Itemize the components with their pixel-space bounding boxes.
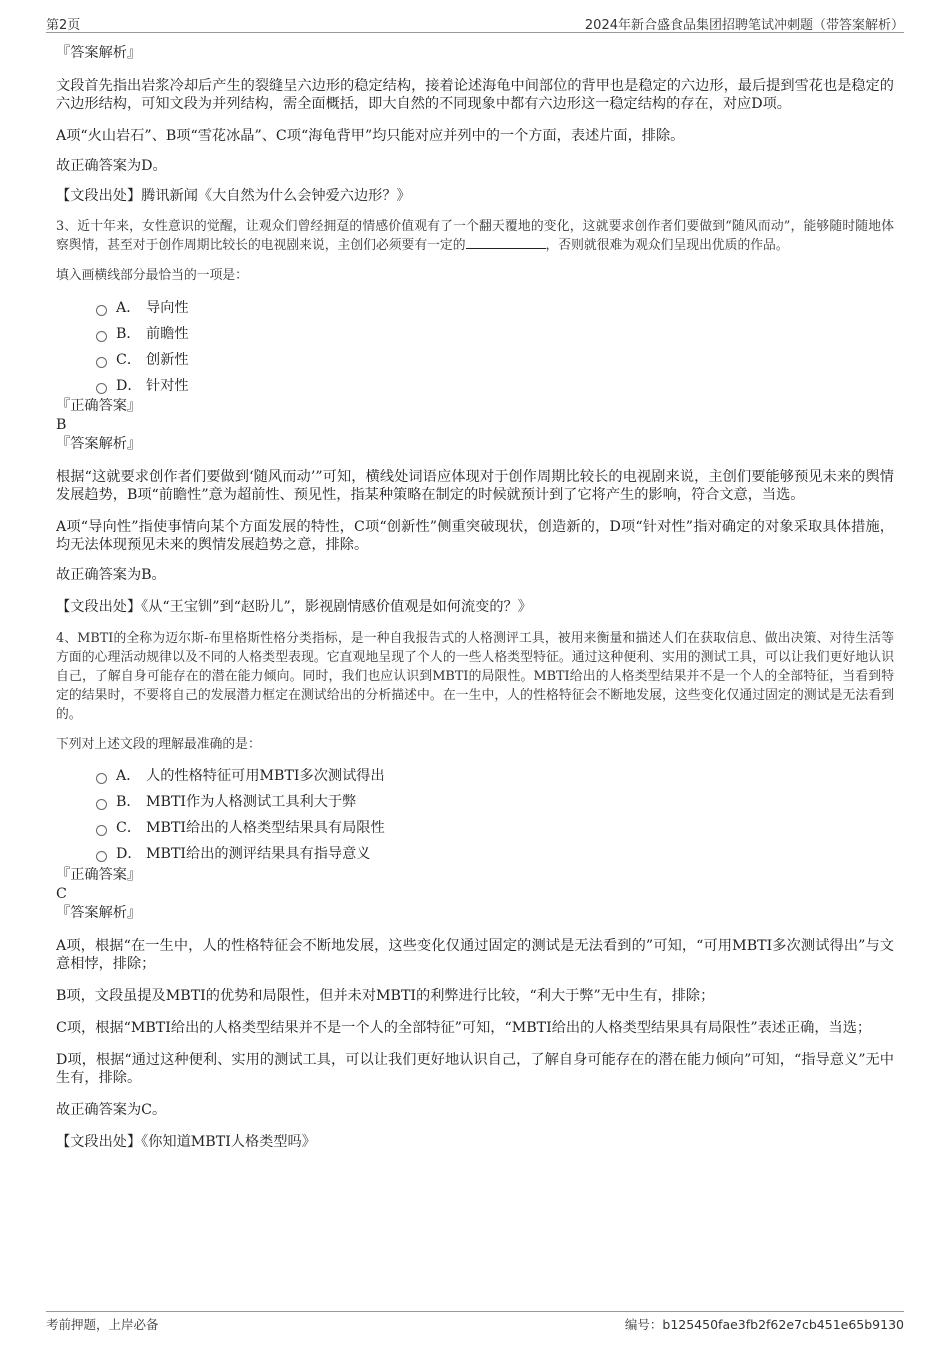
q3-blank <box>466 236 546 249</box>
q4-answer: C <box>56 886 67 902</box>
radio-icon[interactable] <box>96 825 107 836</box>
q3-answer-label: 『正确答案』 <box>56 398 142 414</box>
q4-analysis-c: C项，根据“MBTI给出的人格类型结果并不是一个人的全部特征”可知，“MBTI给出的人格类型结果具有局限性”表述正确，当选； <box>56 1020 872 1036</box>
page-footer <box>46 1311 904 1332</box>
q3-text-before: 3、近十年来，女性意识的觉醒，让观众们曾经拥趸的情感价值观有了一个翻天覆地的变化，这就要求创作者们要做到“随风而动”，能够随时随地体察舆情，甚至对于创作周期比较长的电视剧来说，主创们必须要有一定的 <box>56 219 894 253</box>
q3-option-b[interactable]: B． 前瞻性 <box>56 325 894 343</box>
q4-analysis-a: A项，根据“在一生中，人的性格特征会不断地发展，这些变化仅通过固定的测试是无法看到的”可知，“可用MBTI多次测试得出”与文意相悖，排除； <box>56 938 894 972</box>
q4-option-c[interactable]: C． MBTI给出的人格类型结果具有局限性 <box>56 819 894 837</box>
q2-analysis-p3: 故正确答案为D。 <box>56 158 167 174</box>
footer-slogan: 考前押题，上岸必备 <box>46 1317 159 1332</box>
document-title: 2024年新合盛食品集团招聘笔试冲刺题（带答案解析） <box>584 18 904 33</box>
q4-option-b[interactable]: B． MBTI作为人格测试工具利大于弊 <box>56 793 894 811</box>
q4-options <box>56 767 894 863</box>
q3-analysis-label: 『答案解析』 <box>56 436 142 452</box>
q4-analysis-d: D项，根据“通过这种便利、实用的测试工具，可以让我们更好地认识自己，了解自身可能存在的潜在能力倾向”可知，“指导意义”无中生有，排除。 <box>56 1052 894 1086</box>
q3-option-d[interactable]: D． 针对性 <box>56 377 894 395</box>
radio-icon[interactable] <box>96 851 107 862</box>
document-body <box>56 44 894 1298</box>
cut-off-next-question <box>56 1165 894 1174</box>
q4-answer-label: 『正确答案』 <box>56 867 142 883</box>
q2-analysis-p2: A项“火山岩石”、B项“雪花冰晶”、C项“海龟背甲”均只能对应并列中的一个方面，表述片面，排除。 <box>56 128 685 144</box>
q3-analysis-p2: A项“导向性”指使事情向某个方面发展的特性，C项“创新性”侧重突破现状，创造新的，D项“针对性”指对确定的对象采取具体措施，均无法体现预见未来的舆情发展趋势之意，排除。 <box>56 519 894 553</box>
radio-icon[interactable] <box>96 799 107 810</box>
q3-question-text <box>56 217 894 255</box>
q4-instruction: 下列对上述文段的理解最准确的是： <box>56 737 261 752</box>
q4-option-d[interactable]: D． MBTI给出的测评结果具有指导意义 <box>56 845 894 863</box>
q3-text-after: ，否则就很难为观众们呈现出优质的作品。 <box>545 238 789 253</box>
q4-analysis-label: 『答案解析』 <box>56 905 142 921</box>
page-header <box>46 12 904 33</box>
page-number: 第2页 <box>46 18 81 33</box>
radio-icon[interactable] <box>96 773 107 784</box>
q3-options <box>56 299 894 395</box>
q3-analysis-p3: 故正确答案为B。 <box>56 567 166 583</box>
q3-instruction: 填入画横线部分最恰当的一项是： <box>56 268 248 283</box>
q4-question-text: 4、MBTI的全称为迈尔斯-布里格斯性格分类指标，是一种自我报告式的人格测评工具，被用来衡量和描述人们在获取信息、做出决策、对待生活等方面的心理活动规律以及不同的人格类型表现。它直观地呈现了个人的一些人格类型特征。通过这种便利、实用的测试工具，可以让我们更好地认识自己，了解自身可能存在的潜在能力倾向。同时，我们也应认识到MBTI的局限性。MBTI给出的人格类型结果并不是一个人的全部特征，当看到特定的结果时，不要将自己的发展潜力框定在测试给出的分析描述中。在一生中，人的性格特征会不断地发展，这些变化仅通过固定的测试是无法看到的。 <box>56 631 894 722</box>
radio-icon[interactable] <box>96 305 107 316</box>
q4-option-a[interactable]: A． 人的性格特征可用MBTI多次测试得出 <box>56 767 894 785</box>
radio-icon[interactable] <box>96 383 107 394</box>
q4-analysis-b: B项，文段虽提及MBTI的优势和局限性，但并未对MBTI的利弊进行比较，“利大于弊”无中生有，排除； <box>56 988 715 1004</box>
q3-option-a[interactable]: A． 导向性 <box>56 299 894 317</box>
q3-answer: B <box>56 417 67 433</box>
document-id: 编号：b125450fae3fb2f62e7cb451e65b9130 <box>624 1317 904 1332</box>
q4-analysis-p3: 故正确答案为C。 <box>56 1102 167 1118</box>
q2-source: 【文段出处】腾讯新闻《大自然为什么会钟爱六边形？》 <box>56 188 411 204</box>
q3-source: 【文段出处】《从“王宝钏”到“赵盼儿”，影视剧情感价值观是如何流变的？》 <box>56 599 532 615</box>
q4-source: 【文段出处】《你知道MBTI人格类型吗》 <box>56 1134 316 1150</box>
q3-analysis-p1: 根据“这就要求创作者们要做到‘随风而动’”可知，横线处词语应体现对于创作周期比较长的电视剧来说，主创们要能够预见未来的舆情发展趋势，B项“前瞻性”意为超前性、预见性，指某种策略在制定的时候就预计到了它将产生的影响，符合文意，当选。 <box>56 469 894 503</box>
q2-analysis-label: 『答案解析』 <box>56 45 142 61</box>
q2-analysis-p1: 文段首先指出岩浆冷却后产生的裂缝呈六边形的稳定结构，接着论述海龟中间部位的背甲也是稳定的六边形，最后提到雪花也是稳定的六边形结构，可知文段为并列结构，需全面概括，即大自然的不同现象中都有六边形这一稳定结构的存在，对应D项。 <box>56 78 894 112</box>
radio-icon[interactable] <box>96 357 107 368</box>
q3-option-c[interactable]: C． 创新性 <box>56 351 894 369</box>
radio-icon[interactable] <box>96 331 107 342</box>
